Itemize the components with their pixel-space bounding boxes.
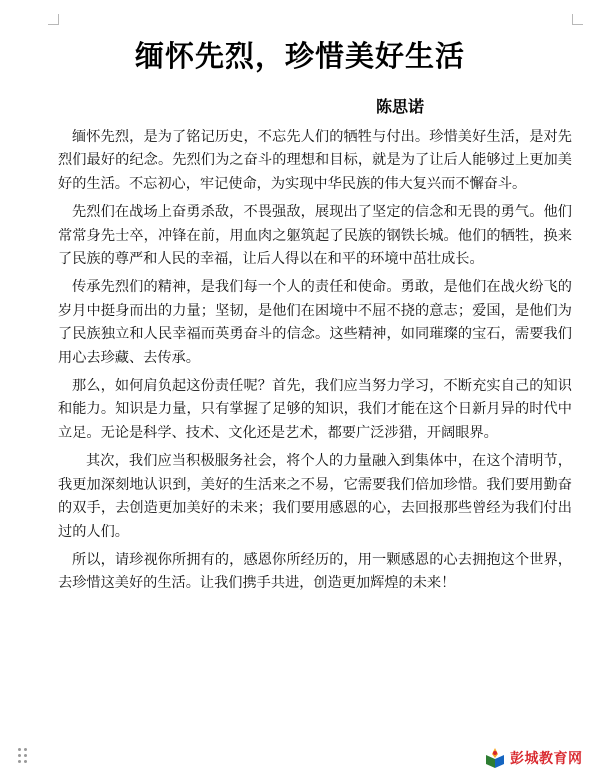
paragraph-2: 先烈们在战场上奋勇杀敌，不畏强敌，展现出了坚定的信念和无畏的勇气。他们常常身先士卒，冲锋在前，用血肉之躯筑起了民族的钢铁长城。他们的牺牲，换来了民族的尊严和人民的幸福，让后人得以在和平的环境中茁壮成长。 [58, 204, 572, 268]
page-corner-marker-top-left [48, 14, 59, 25]
paragraph-5: 其次，我们应当积极服务社会，将个人的力量融入到集体中，在这个清明节，我更加深刻地认识到，美好的生活来之不易，它需要我们倍加珍惜。我们要用勤奋的双手，去创造更加美好的未来；我们要用感恩的心，去回报那些曾经为我们付出过的人们。 [58, 453, 572, 540]
page-corner-marker-top-right [572, 14, 583, 25]
document-title: 缅怀先烈，珍惜美好生活 [134, 39, 465, 73]
site-watermark-logo [484, 744, 596, 772]
paragraph-3: 传承先烈们的精神，是我们每一个人的责任和使命。勇敢，是他们在战火纷飞的岁月中挺身而出的力量；坚韧，是他们在困境中不屈不挠的意志；爱国，是他们为了民族独立和人民幸福而英勇奋斗的信念。这些精神，如同璀璨的宝石，需要我们用心去珍藏、去传承。 [58, 279, 572, 366]
book-logo-icon [484, 747, 506, 769]
paragraph-4: 那么，如何肩负起这份责任呢？首先，我们应当努力学习，不断充实自己的知识和能力。知识是力量，只有掌握了足够的知识，我们才能在这个日新月异的时代中立足。无论是科学、技术、文化还是艺术，都要广泛涉猎，开阔眼界。 [58, 378, 572, 441]
paragraph-1: 缅怀先烈，是为了铭记历史，不忘先人们的牺牲与付出。珍惜美好生活，是对先烈们最好的纪念。先烈们为之奋斗的理想和目标，就是为了让后人能够过上更加美好的生活。不忘初心，牢记使命，为实现中华民族的伟大复兴而不懈奋斗。 [58, 129, 572, 192]
drag-handle-icon[interactable] [18, 748, 28, 764]
document-body [58, 126, 572, 601]
document-author: 陈思诺 [375, 97, 424, 116]
paragraph-6: 所以，请珍视你所拥有的，感恩你所经历的，用一颗感恩的心去拥抱这个世界，去珍惜这美好的生活。让我们携手共进，创造更加辉煌的未来！ [58, 551, 572, 592]
watermark-text: 彭城教育网 [510, 751, 583, 767]
